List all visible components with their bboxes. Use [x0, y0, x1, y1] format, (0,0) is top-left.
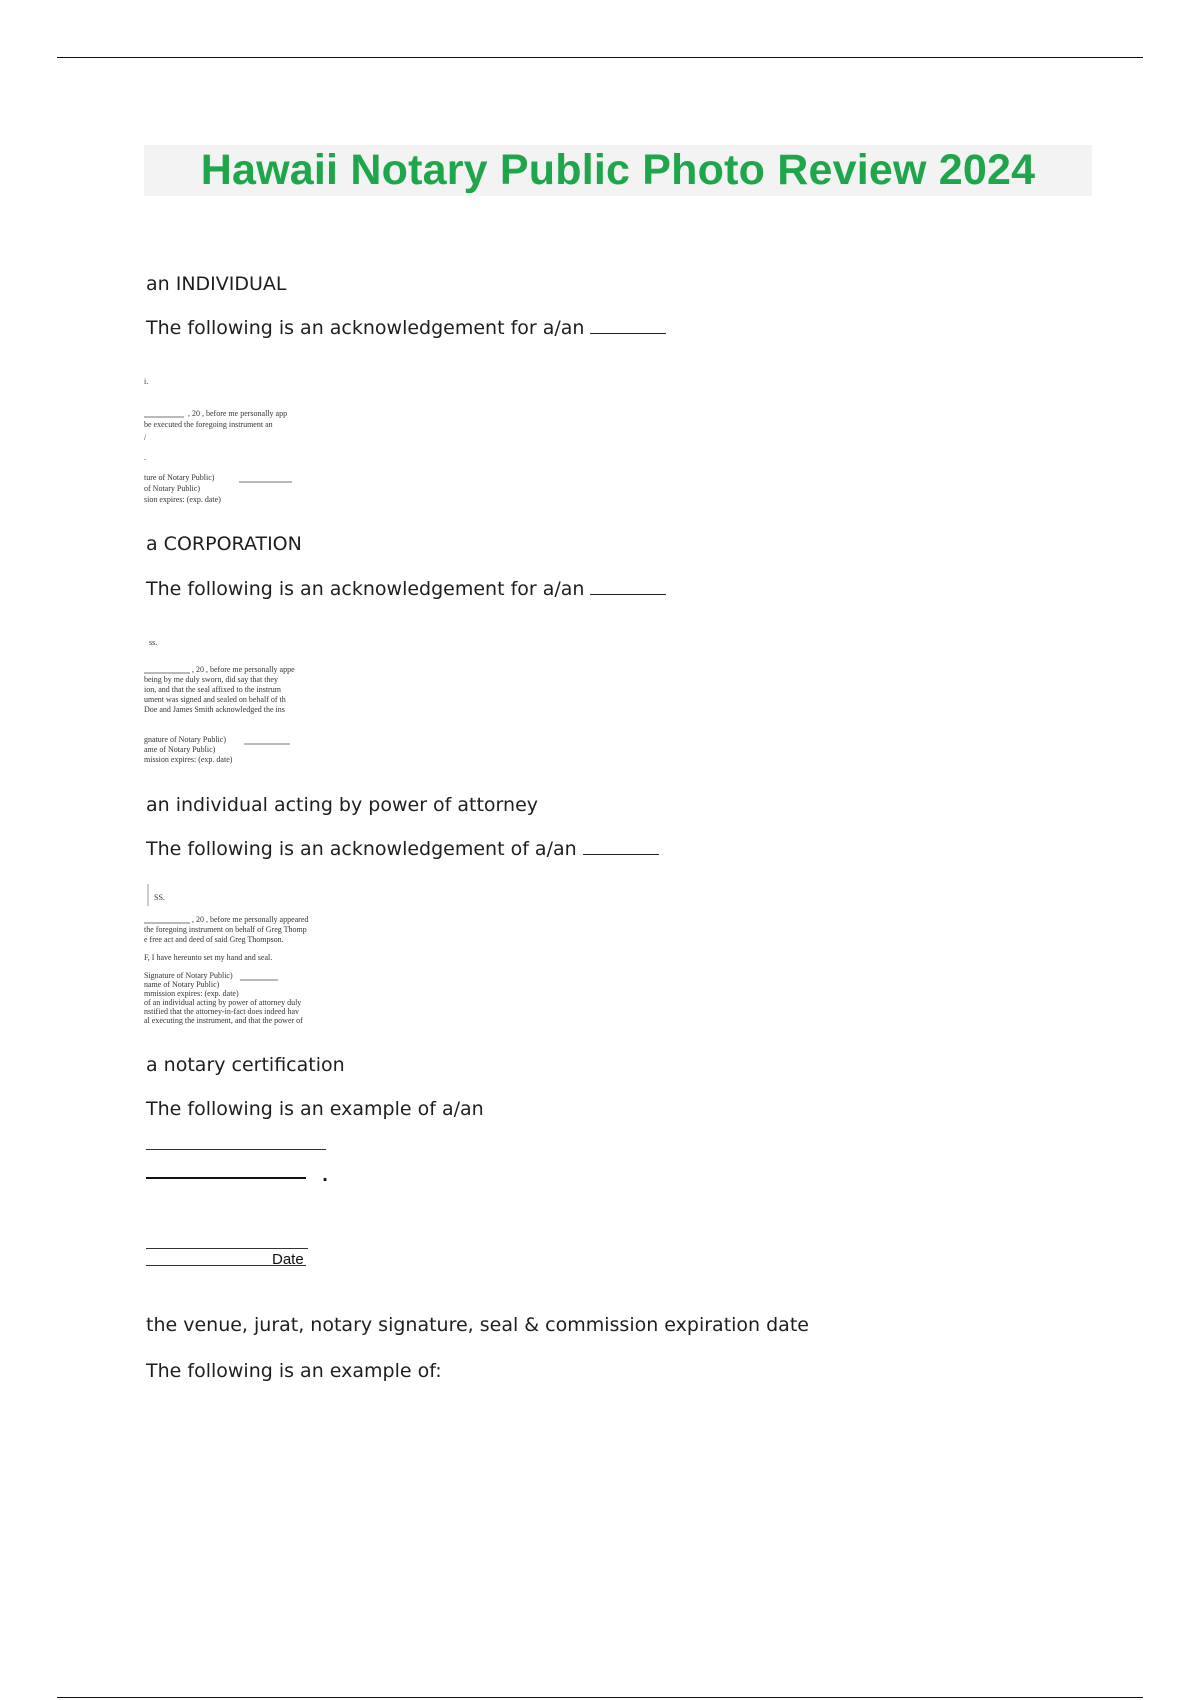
svg-text:SS.: SS. [154, 893, 165, 902]
svg-text:being by me duly sworn, did sa: being by me duly sworn, did say that they [144, 675, 278, 684]
answer-text-1: an INDIVIDUAL [146, 273, 287, 295]
page-title: Hawaii Notary Public Photo Review 2024 [200, 146, 1036, 194]
svg-text:/: / [144, 433, 147, 442]
answer-text-4: a notary certification [146, 1054, 345, 1076]
svg-text:ame of Notary Public): ame of Notary Public) [144, 745, 216, 754]
svg-text:of Notary Public): of Notary Public) [144, 484, 200, 493]
answer-text-2: a CORPORATION [146, 533, 302, 555]
certification-mark: . [322, 1166, 329, 1185]
svg-text:ion, and that the seal affixed: ion, and that the seal affixed to the instrum [144, 685, 281, 694]
date-line-upper [146, 1248, 308, 1249]
svg-text:gnature of Notary Public): gnature of Notary Public) [144, 735, 226, 744]
svg-text:, 20 , before me personally: , 20 , before me personally appeared [192, 915, 309, 924]
svg-text:, 20 , before me personally: , 20 , before me personally app [188, 409, 288, 418]
question-label-1: The following is an acknowledgement for a/an [146, 317, 585, 339]
question-text-2 [146, 577, 666, 601]
svg-text:mmission expires: (exp. dat: mmission expires: (exp. date) [144, 989, 239, 998]
acknowledgement-image-individual [144, 372, 330, 508]
acknowledgement-image-corporation [144, 632, 330, 768]
certification-line-thin [146, 1149, 326, 1150]
svg-text:ture of Notary Public): ture of Notary Public) [144, 473, 215, 482]
svg-text:al executing the instrument, a: al executing the instrument, and that the power of [144, 1016, 303, 1025]
svg-text:Doe and James Smith acknowledg: Doe and James Smith acknowledged the ins [144, 705, 285, 714]
question-label-2: The following is an acknowledgement for a/an [146, 578, 585, 600]
svg-text:, 20 , before me personally: , 20 , before me personally appe [192, 665, 295, 674]
title-band [144, 145, 1092, 196]
bottom-rule [57, 1697, 1143, 1698]
svg-text:Signature of Notary Public): Signature of Notary Public) [144, 971, 233, 980]
top-rule [57, 57, 1143, 58]
answer-text-3: an individual acting by power of attorney [146, 794, 539, 816]
svg-text:e free act and deed of said Gr: e free act and deed of said Greg Thompson. [144, 935, 284, 944]
question-text-1 [146, 316, 666, 340]
svg-text:sion expires: (exp. date): sion expires: (exp. date) [144, 495, 221, 504]
svg-text:.: . [144, 453, 146, 462]
question-text-4: The following is an example of a/an [146, 1098, 484, 1120]
answer-blank [590, 317, 666, 334]
svg-text:ument was signed and sealed on: ument was signed and sealed on behalf of th [144, 695, 286, 704]
svg-text:be executed the foregoing inst: be executed the foregoing instrument an [144, 420, 273, 429]
date-label: Date [272, 1251, 304, 1268]
svg-text:the foregoing instrument on be: the foregoing instrument on behalf of Greg Thomp [144, 925, 307, 934]
svg-text:F, I have hereunto set my hand: F, I have hereunto set my hand and seal. [144, 953, 273, 962]
answer-text-5: the venue, jurat, notary signature, seal & commission expiration date [146, 1314, 809, 1336]
question-text-5: The following is an example of: [146, 1360, 442, 1382]
certification-line-thick [146, 1177, 306, 1179]
answer-blank [583, 838, 659, 855]
svg-text:name of Notary Public): name of Notary Public) [144, 980, 220, 989]
svg-text:ss.: ss. [149, 638, 158, 647]
svg-text:i.: i. [144, 377, 149, 386]
svg-text:of an individual acting by pow: of an individual acting by power of attorney duly [144, 998, 302, 1007]
answer-blank [590, 578, 666, 595]
svg-text:mission expires: (exp. date: mission expires: (exp. date) [144, 755, 233, 764]
question-label-3: The following is an acknowledgement of a/an [146, 838, 577, 860]
question-text-3 [146, 837, 659, 861]
svg-text:nstified that the attorney-in-: nstified that the attorney-in-fact does indeed hav [144, 1007, 300, 1016]
acknowledgement-image-power-of-attorney [144, 880, 330, 1026]
